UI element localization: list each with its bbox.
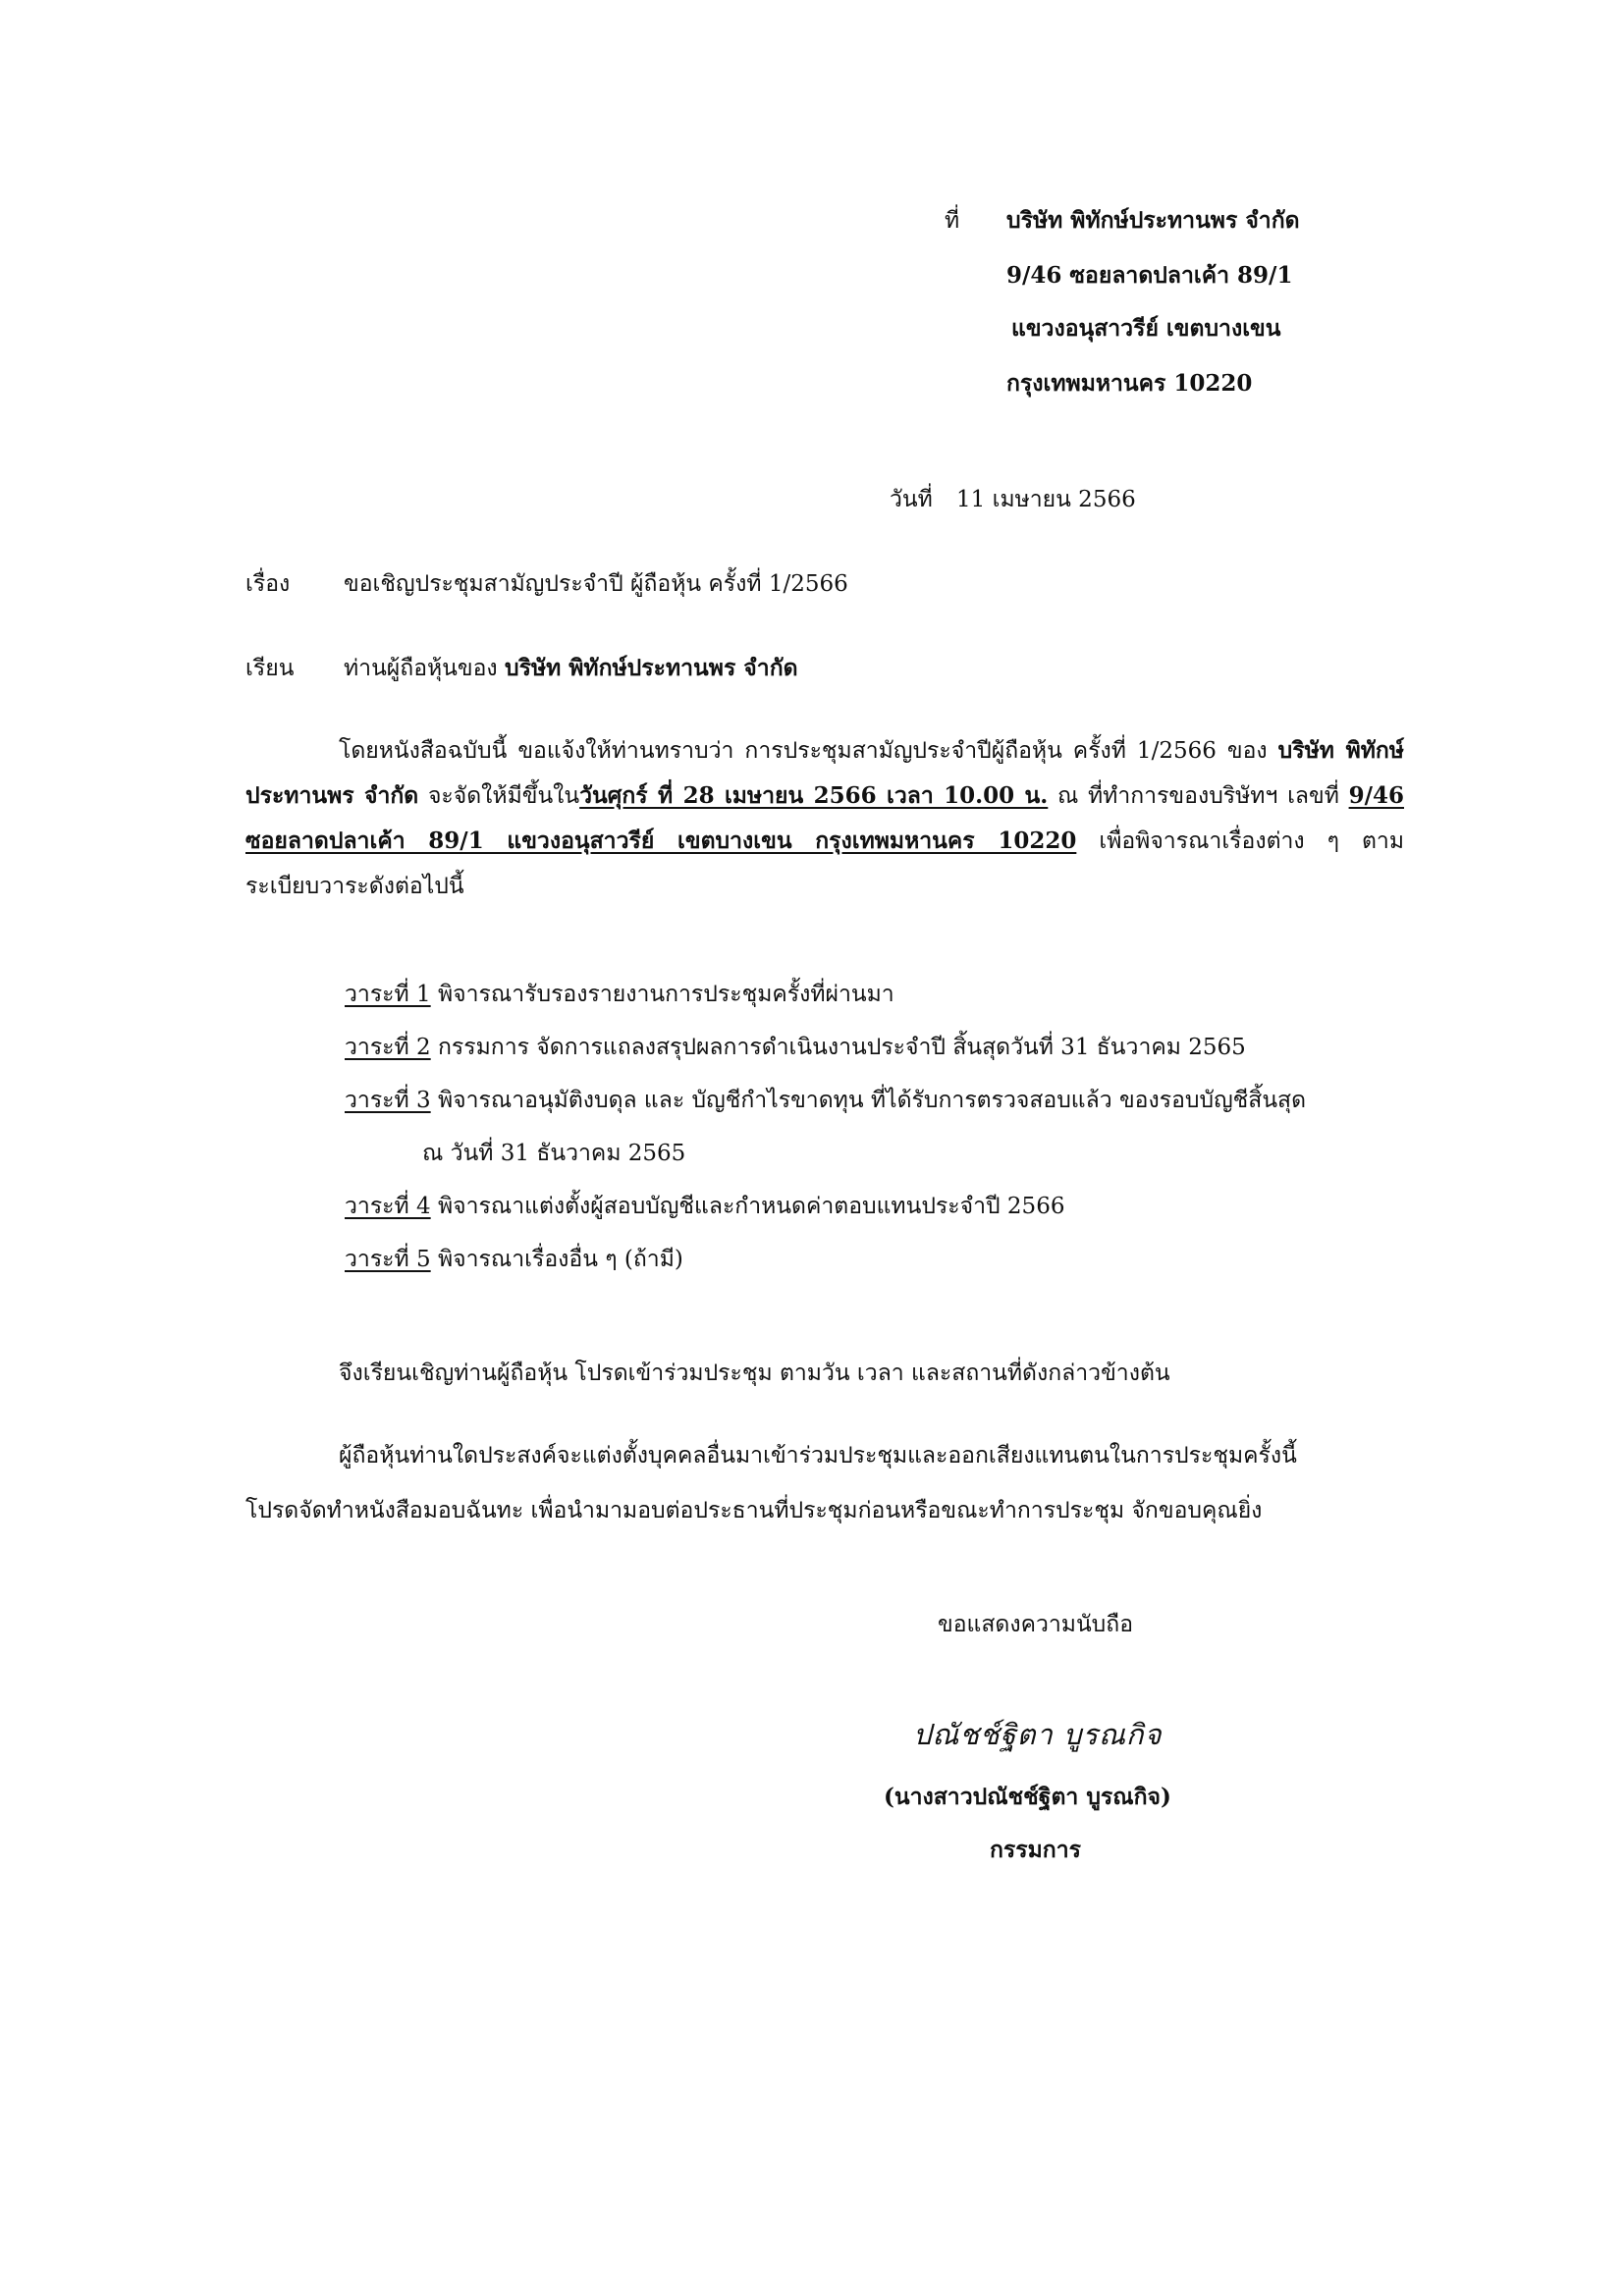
signer-position: กรรมการ <box>990 1837 1081 1863</box>
body-paragraph <box>245 728 1404 909</box>
agenda-label: วาระที่ 5 <box>345 1247 431 1272</box>
subject-label: เรื่อง <box>245 571 291 597</box>
recipient-text: ท่านผู้ถือหุ้นของ <box>344 656 498 681</box>
agenda-item-1 <box>345 980 894 1009</box>
recipient-company: บริษัท พิทักษ์ประทานพร จำกัด <box>504 655 798 681</box>
recipient-label: เรียน <box>245 656 295 681</box>
agenda-item-4 <box>345 1192 1064 1221</box>
date-label: วันที่ <box>890 487 933 512</box>
agenda-item-3-continuation: ณ วันที่ 31 ธันวาคม 2565 <box>422 1141 686 1166</box>
sender-address-line3: กรุงเทพมหานคร 10220 <box>1006 370 1253 397</box>
agenda-label: วาระที่ 1 <box>345 982 431 1007</box>
agenda-text: พิจารณาเรื่องอื่น ๆ (ถ้ามี) <box>437 1247 683 1272</box>
closing-regards: ขอแสดงความนับถือ <box>938 1612 1134 1637</box>
agenda-item-3 <box>345 1086 1306 1115</box>
subject-text: ขอเชิญประชุมสามัญประจำปี ผู้ถือหุ้น ครั้งที่ 1/2566 <box>344 571 848 597</box>
signature: ปณัชช์ฐิตา บูรณกิจ <box>913 1718 1163 1751</box>
closing-proxy-line1: ผู้ถือหุ้นท่านใดประสงค์จะแต่งตั้งบุคคลอื่นมาเข้าร่วมประชุมและออกเสียงแทนตนในการประชุมครั้งนี้ <box>339 1443 1297 1468</box>
intro-part3: ณ ที่ทำการของบริษัทฯ เลขที่ <box>1056 783 1339 809</box>
intro-company: บริษัท พิทักษ์ประทานพร จำกัด <box>245 737 1405 809</box>
closing-proxy-line2: โปรดจัดทำหนังสือมอบฉันทะ เพื่อนำมามอบต่อประธานที่ประชุมก่อนหรือขณะทำการประชุม จักขอบคุณยิ่ง <box>245 1498 1263 1523</box>
recipient-line <box>344 654 798 683</box>
intro-part4: เพื่อพิจารณาเรื่องต่าง ๆ ตามระเบียบวาระดังต่อไปนี้ <box>245 828 1404 899</box>
printed-name: (นางสาวปณัชช์ฐิตา บูรณกิจ) <box>884 1784 1171 1810</box>
agenda-text: กรรมการ จัดการแถลงสรุปผลการดำเนินงานประจำปี สิ้นสุดวันที่ 31 ธันวาคม 2565 <box>437 1035 1246 1060</box>
agenda-label: วาระที่ 4 <box>345 1194 431 1219</box>
closing-invite: จึงเรียนเชิญท่านผู้ถือหุ้น โปรดเข้าร่วมประชุม ตามวัน เวลา และสถานที่ดังกล่าวข้างต้น <box>339 1361 1170 1386</box>
meeting-datetime: วันศุกร์ ที่ 28 เมษายน 2566 เวลา 10.00 น. <box>579 782 1049 809</box>
agenda-item-5 <box>345 1245 683 1274</box>
agenda-label: วาระที่ 3 <box>345 1088 431 1113</box>
sender-address-line2: แขวงอนุสาวรีย์ เขตบางเขน <box>1011 315 1281 342</box>
sender-label: ที่ <box>945 208 960 234</box>
agenda-text: พิจารณาแต่งตั้งผู้สอบบัญชีและกำหนดค่าตอบแทนประจำปี 2566 <box>437 1194 1065 1219</box>
meeting-address: 9/46 ซอยลาดปลาเค้า 89/1 แขวงอนุสาวรีย์ เขตบางเขน กรุงเทพมหานคร 10220 <box>245 782 1405 854</box>
intro-part2: จะจัดให้มีขึ้นใน <box>427 783 580 809</box>
intro-part1: โดยหนังสือฉบับนี้ ขอแจ้งให้ท่านทราบว่า การประชุมสามัญประจำปีผู้ถือหุ้น ครั้งที่ 1/2566 ของ <box>339 738 1268 764</box>
sender-company: บริษัท พิทักษ์ประทานพร จำกัด <box>1006 207 1300 234</box>
agenda-text: พิจารณารับรองรายงานการประชุมครั้งที่ผ่านมา <box>437 982 894 1007</box>
date-value: 11 เมษายน 2566 <box>956 487 1136 512</box>
agenda-text: พิจารณาอนุมัติงบดุล และ บัญชีกำไรขาดทุน ที่ได้รับการตรวจสอบแล้ว ของรอบบัญชีสิ้นสุด <box>437 1088 1307 1113</box>
agenda-item-2 <box>345 1033 1246 1062</box>
sender-address-line1: 9/46 ซอยลาดปลาเค้า 89/1 <box>1006 262 1293 289</box>
agenda-label: วาระที่ 2 <box>345 1035 431 1060</box>
